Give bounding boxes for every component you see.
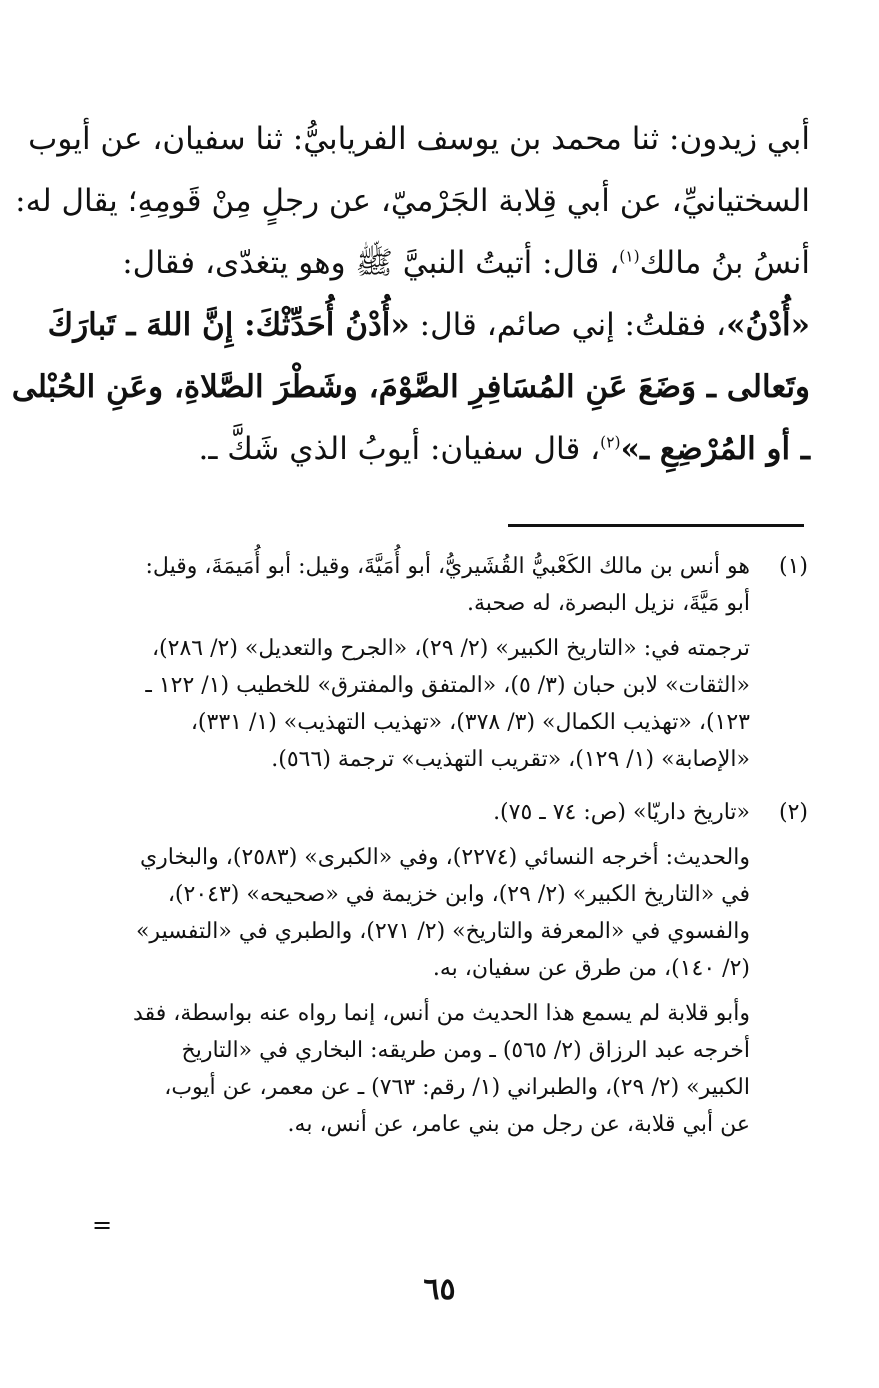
footnote-reference: (١) (619, 247, 640, 266)
main-text-line (90, 418, 810, 480)
footnote-paragraph (90, 548, 750, 622)
hadith-quote-text: «أُدْنُ أُحَدِّثْكَ: إِنَّ اللهَ ـ تَبارَكَ (47, 307, 410, 343)
footnote-line: هو أنس بن مالك الكَعْبيُّ القُشَيريُّ، أبو أُمَيَّةَ، وقيل: أبو أُمَيمَةَ، وقيل: (145, 554, 750, 579)
footnotes-section (90, 548, 810, 1159)
main-text-line (15, 170, 810, 232)
footnote-line: أخرجه عبد الرزاق (٢/ ٥٦٥) ـ ومن طريقه: البخاري في «التاريخ (181, 1038, 750, 1063)
footnote-line: أبو مَيَّةَ، نزيل البصرة، له صحبة. (466, 591, 750, 616)
footnote-line: ترجمته في: «التاريخ الكبير» (٢/ ٢٩)، «الجرح والتعديل» (٢/ ٢٨٦)، (151, 636, 750, 661)
footnote-line: في «التاريخ الكبير» (٢/ ٢٩)، وابن خزيمة في «صحيحه» (٢٠٤٣)، (167, 882, 750, 907)
footnote-line: والحديث: أخرجه النسائي (٢٢٧٤)، وفي «الكبرى» (٢٥٨٣)، والبخاري (139, 845, 750, 870)
footnote-line: وأبو قلابة لم يسمع هذا الحديث من أنس، إنما رواه عنه بواسطة، فقد (133, 1001, 750, 1026)
narration-text: ، قال: أتيتُ النبيَّ ﷺ وهو يتغدّى، فقال: (122, 245, 620, 281)
footnote-reference: (٢) (600, 433, 621, 452)
footnote-line: والفسوي في «المعرفة والتاريخ» (٢/ ٢٧١)، والطبري في «التفسير» (135, 919, 750, 944)
footnote-marker: (٢) (778, 800, 808, 825)
footnote-line: ١٢٣)، «تهذيب الكمال» (٣/ ٣٧٨)، «تهذيب التهذيب» (١/ ٣٣١)، (190, 710, 750, 735)
main-text-line (47, 294, 810, 356)
continued-mark: = (92, 1211, 113, 1239)
narration-text: السختيانيِّ، عن أبي قِلابة الجَرْميّ، عن رجلٍ مِنْ قَومِهِ؛ يقال له: (15, 183, 810, 219)
hadith-quote-text: ـ أو المُرْضِعِ ـ» (620, 431, 810, 467)
footnote-paragraph (90, 839, 750, 987)
footnote-body (90, 794, 750, 1151)
hadith-quote-text: «أُدْنُ» (726, 307, 810, 343)
footnote-line: «تاريخ داريّا» (ص: ٧٤ ـ ٧٥). (493, 800, 750, 825)
footnote-line: «الثقات» لابن حبان (٣/ ٥)، «المتفق والمفترق» للخطيب (١/ ١٢٢ ـ (145, 673, 750, 698)
narration-text: أبي زيدون: ثنا محمد بن يوسف الفريابيُّ: ثنا سفيان، عن أيوب (28, 121, 810, 157)
footnote-line: (٢/ ١٤٠)، من طرق عن سفيان، به. (432, 956, 750, 981)
footnote-item (90, 548, 810, 786)
footnote-line: عن أبي قلابة، عن رجل من بني عامر، عن أنس، به. (287, 1112, 750, 1137)
page-number: ٦٥ (423, 1272, 456, 1307)
footnote-line: «الإصابة» (١/ ١٢٩)، «تقريب التهذيب» ترجمة (٥٦٦). (271, 747, 750, 772)
narration-text: ، قال سفيان: أيوبُ الذي شَكَّ ـ. (198, 431, 601, 467)
footnote-separator (508, 524, 804, 527)
footnote-body (90, 548, 750, 786)
narration-text: ، فقلتُ: إني صائم، قال: (409, 307, 727, 343)
footnote-paragraph (90, 995, 750, 1143)
footnote-paragraph (90, 794, 750, 831)
footnote-line: الكبير» (٢/ ٢٩)، والطبراني (١/ رقم: ٧٦٣) ـ عن معمر، عن أيوب، (164, 1075, 750, 1100)
main-text-line (90, 232, 810, 294)
main-text-line (28, 108, 810, 170)
main-text-line (11, 356, 810, 418)
footnote-paragraph (90, 630, 750, 778)
footnote-item (90, 794, 810, 1151)
hadith-quote-text: وتَعالى ـ وَضَعَ عَنِ المُسَافِرِ الصَّوْمَ، وشَطْرَ الصَّلاةِ، وعَنِ الحُبْلى (11, 369, 810, 405)
footnote-marker: (١) (778, 554, 808, 579)
narration-text: أنسُ بنُ مالك (639, 245, 810, 281)
main-text-body (11, 108, 810, 480)
